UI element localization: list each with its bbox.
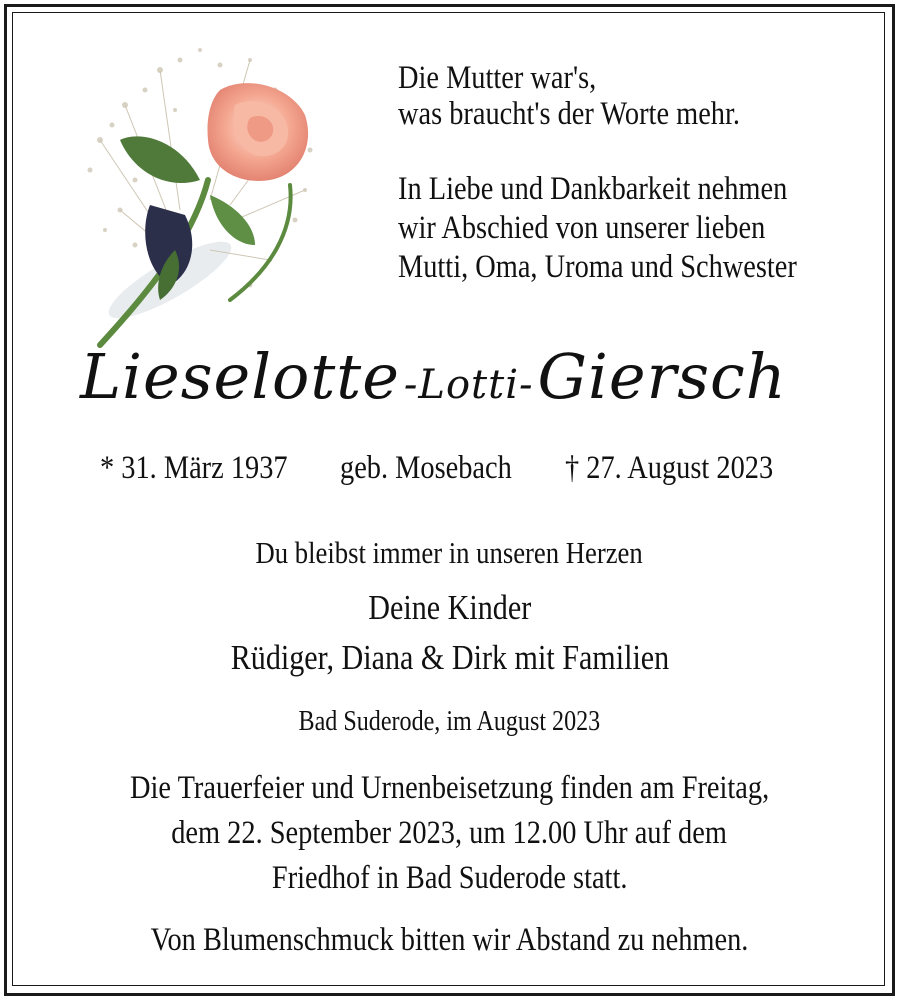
intro-line-1: In Liebe und Dankbarkeit nehmen xyxy=(398,171,788,207)
intro-line-3: Mutti, Oma, Uroma und Schwester xyxy=(398,249,797,285)
family-heading: Deine Kinder xyxy=(368,588,531,627)
flowers-note: Von Blumenschmuck bitten wir Abstand zu nehmen. xyxy=(150,922,749,958)
first-name: Lieselotte xyxy=(80,340,400,413)
maiden-name: geb. Mosebach xyxy=(340,450,512,486)
verse-line-1: Die Mutter war's, xyxy=(398,60,597,96)
intro-text xyxy=(398,170,862,287)
verse-line-2: was braucht's der Worte mehr. xyxy=(398,96,740,132)
nickname: -Lotti- xyxy=(403,362,534,408)
birth-date: * 31. März 1937 xyxy=(100,450,288,486)
deceased-name xyxy=(80,340,840,420)
intro-line-2: wir Abschied von unserer lieben xyxy=(398,210,766,246)
verse xyxy=(398,60,796,132)
last-name: Giersch xyxy=(537,340,787,413)
family-names: Rüdiger, Diana & Dirk mit Familien xyxy=(230,638,669,677)
rose-illustration xyxy=(60,30,350,360)
place-date: Bad Suderode, im August 2023 xyxy=(298,706,601,737)
ceremony-line-3: Friedhof in Bad Suderode statt. xyxy=(271,860,628,896)
death-date: † 27. August 2023 xyxy=(565,450,774,486)
ceremony-line-1: Die Trauerfeier und Urnenbeisetzung finden am Freitag, xyxy=(129,770,770,806)
ceremony-line-2: dem 22. September 2023, um 12.00 Uhr auf dem xyxy=(171,815,728,851)
farewell-text: Du bleibst immer in unseren Herzen xyxy=(255,535,644,570)
